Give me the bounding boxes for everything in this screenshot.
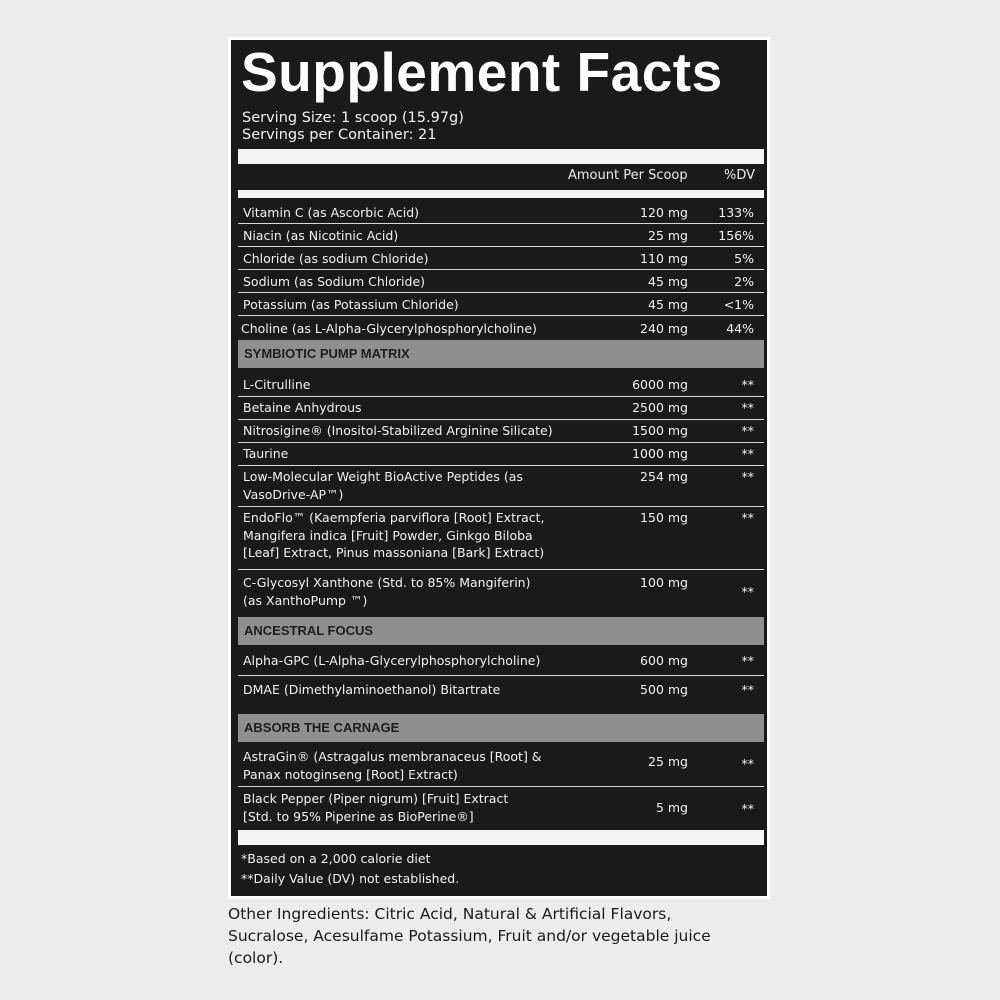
nutrient-dv: <1% [723, 297, 754, 312]
nutrient-amount: 25 mg [648, 228, 688, 243]
nutrient-row-potassium [238, 293, 764, 315]
ingredient-amount: 254 mg [640, 469, 688, 484]
ingredient-name: Black Pepper (Piper nigrum) [Fruit] Extract [Std. to 95% Piperine as BioPerine®] [243, 791, 509, 824]
ingredient-dv: ** [741, 682, 754, 697]
nutrient-dv: 133% [718, 205, 754, 220]
row-divider [238, 675, 764, 676]
ingredient-dv: ** [741, 584, 754, 599]
thick-divider-header [238, 190, 764, 198]
ingredient-row-astragin [238, 745, 764, 785]
ingredient-amount: 100 mg [640, 575, 688, 590]
ingredient-name: Low-Molecular Weight BioActive Peptides (as VasoDrive-AP™) [243, 469, 523, 502]
thick-divider-bottom [238, 830, 764, 845]
label-title: Supplement Facts [241, 41, 723, 103]
amount-per-scoop-header: Amount Per Scoop [568, 168, 688, 183]
nutrient-name: Sodium (as Sodium Chloride) [243, 274, 426, 289]
ingredient-name: Taurine [243, 446, 289, 461]
nutrient-dv: 5% [734, 251, 754, 266]
ingredient-dv: ** [741, 756, 754, 771]
nutrient-name: Chloride (as sodium Chloride) [243, 251, 429, 266]
ingredient-amount: 2500 mg [632, 400, 688, 415]
nutrient-dv: 44% [726, 321, 754, 336]
ingredient-row-betaine [238, 396, 764, 418]
serving-size: Serving Size: 1 scoop (15.97g) [242, 110, 464, 126]
ingredient-name: Nitrosigine® (Inositol-Stabilized Arginine Silicate) [243, 423, 553, 438]
ingredient-dv: ** [741, 400, 754, 415]
ingredient-name: Alpha-GPC (L-Alpha-Glycerylphosphorylcholine) [243, 653, 541, 668]
nutrient-amount: 120 mg [640, 205, 688, 220]
thick-divider-top [238, 149, 764, 164]
row-divider [238, 569, 764, 570]
section-header-absorb-the-carnage [238, 714, 764, 742]
ingredient-row-c-glycosyl-xanthone [238, 571, 764, 617]
ingredient-dv: ** [741, 469, 754, 484]
nutrient-amount: 45 mg [648, 297, 688, 312]
footnote-dv-not-established: **Daily Value (DV) not established. [241, 871, 460, 886]
nutrient-row-choline [238, 317, 764, 339]
ingredient-amount: 1500 mg [632, 423, 688, 438]
supplement-facts-panel [231, 40, 767, 896]
ingredient-amount: 6000 mg [632, 377, 688, 392]
nutrient-row-chloride [238, 247, 764, 269]
ingredient-dv: ** [741, 801, 754, 816]
ingredient-row-taurine [238, 442, 764, 464]
ingredient-row-l-citrulline [238, 373, 764, 395]
ingredient-amount: 150 mg [640, 510, 688, 525]
ingredient-name: Betaine Anhydrous [243, 400, 362, 415]
nutrient-amount: 110 mg [640, 251, 688, 266]
nutrient-amount: 240 mg [640, 321, 688, 336]
ingredient-row-nitrosigine [238, 419, 764, 441]
ingredient-name: L-Citrulline [243, 377, 311, 392]
nutrient-row-vitamin-c [238, 201, 764, 223]
ingredient-dv: ** [741, 446, 754, 461]
nutrient-row-niacin [238, 224, 764, 246]
nutrient-name: Potassium (as Potassium Chloride) [243, 297, 459, 312]
nutrient-amount: 45 mg [648, 274, 688, 289]
section-header-ancestral-focus [238, 617, 764, 645]
section-title: SYMBIOTIC PUMP MATRIX [244, 346, 410, 361]
ingredient-dv: ** [741, 423, 754, 438]
row-divider [238, 315, 764, 316]
nutrient-name: Choline (as L-Alpha-Glycerylphosphorylcholine) [241, 321, 537, 336]
nutrient-row-sodium [238, 270, 764, 292]
ingredient-amount: 25 mg [648, 754, 688, 769]
ingredient-row-alpha-gpc [238, 649, 764, 673]
nutrient-dv: 156% [718, 228, 754, 243]
ingredient-amount: 600 mg [640, 653, 688, 668]
ingredient-amount: 500 mg [640, 682, 688, 697]
ingredient-row-black-pepper [238, 787, 764, 829]
ingredient-dv: ** [741, 510, 754, 525]
servings-per-container: Servings per Container: 21 [242, 127, 437, 143]
nutrient-dv: 2% [734, 274, 754, 289]
other-ingredients: Other Ingredients: Citric Acid, Natural & Artificial Flavors, Sucralose, Acesulfame Potassium, Fruit and/or vegetable juice (color). [228, 905, 711, 967]
section-header-symbiotic-pump-matrix [238, 340, 764, 368]
dv-header: %DV [724, 168, 756, 183]
ingredient-name: EndoFlo™ (Kaempferia parviflora [Root] Extract, Mangifera indica [Fruit] Powder, Ginkgo Biloba [Leaf] Extract, Pinus massoniana [Bark] Extract) [243, 510, 545, 560]
ingredient-dv: ** [741, 653, 754, 668]
supplement-facts-label [228, 37, 770, 899]
ingredient-amount: 1000 mg [632, 446, 688, 461]
ingredient-row-bioactive-peptides [238, 465, 764, 505]
section-title: ANCESTRAL FOCUS [244, 623, 374, 638]
ingredient-name: C-Glycosyl Xanthone (Std. to 85% Mangiferin) (as XanthoPump ™) [243, 575, 531, 608]
nutrient-name: Niacin (as Nicotinic Acid) [243, 228, 399, 243]
nutrient-name: Vitamin C (as Ascorbic Acid) [243, 205, 420, 220]
ingredient-name: AstraGin® (Astragalus membranaceus [Root] & Panax notoginseng [Root] Extract) [243, 749, 542, 782]
ingredient-name: DMAE (Dimethylaminoethanol) Bitartrate [243, 682, 501, 697]
section-title: ABSORB THE CARNAGE [244, 720, 400, 735]
ingredient-amount: 5 mg [655, 800, 688, 815]
ingredient-row-dmae [238, 678, 764, 706]
ingredient-row-endoflo [238, 506, 764, 568]
ingredient-dv: ** [741, 377, 754, 392]
footnote-calorie-diet: *Based on a 2,000 calorie diet [241, 851, 431, 866]
